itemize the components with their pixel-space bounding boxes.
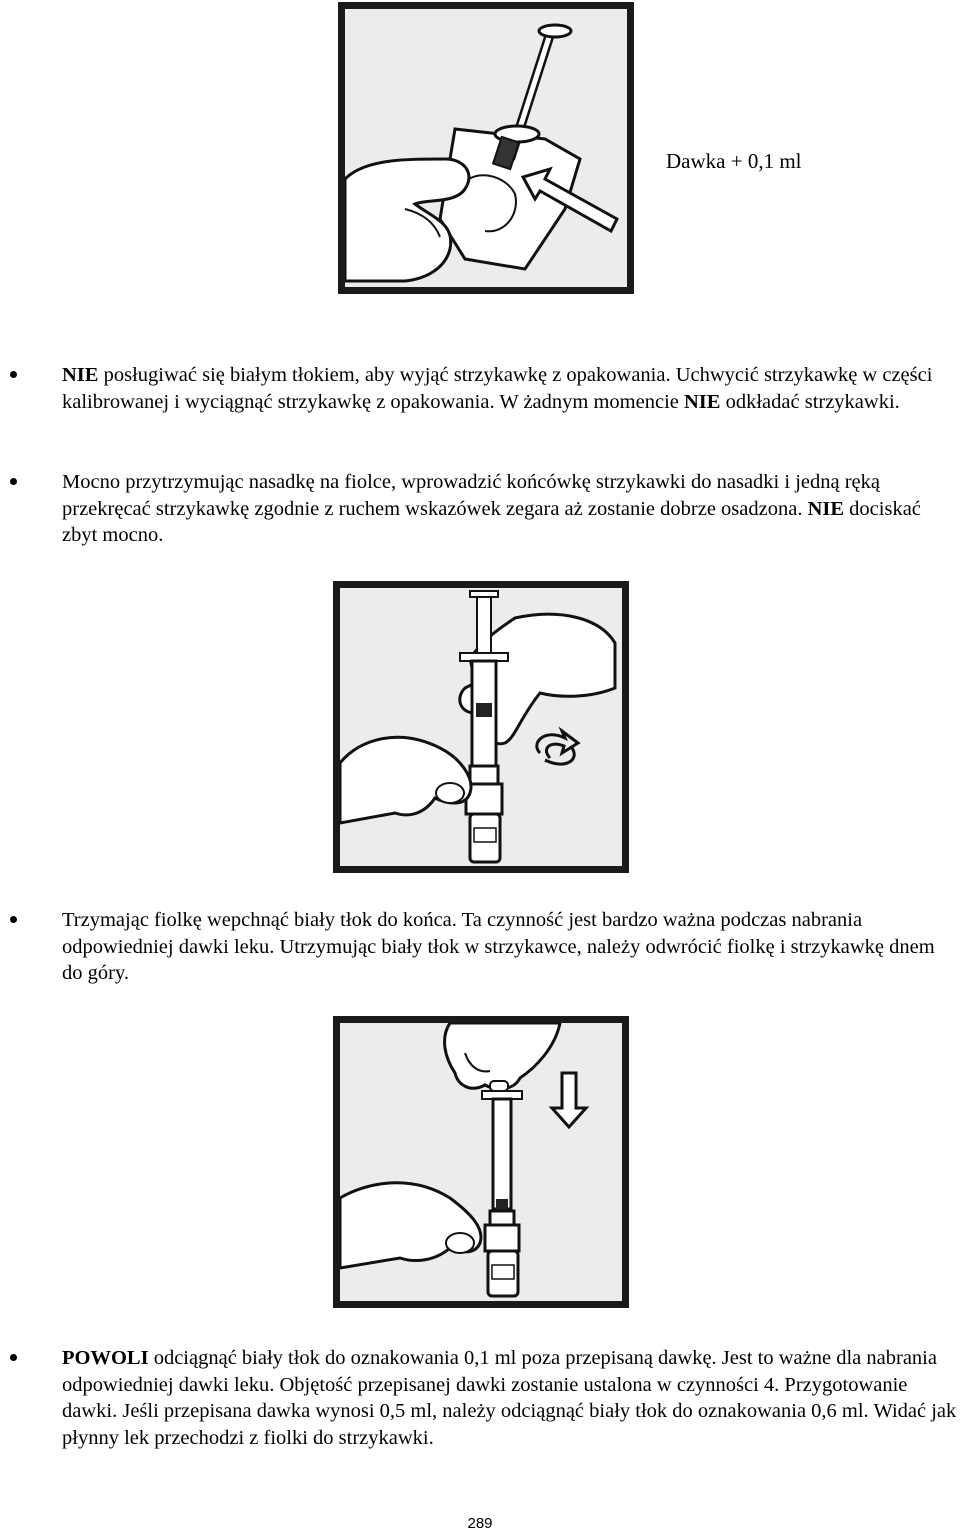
bullet-dot [10, 371, 17, 378]
bullet-dot [10, 916, 17, 923]
instruction-bullet-3 [0, 907, 960, 987]
illustration-twist-syringe-vial [340, 588, 622, 866]
figure-syringe-package [338, 2, 634, 294]
instruction-text [62, 1345, 960, 1451]
instruction-bullet-1 [0, 362, 960, 415]
page-number: 289 [467, 1515, 493, 1532]
text-span: posługiwać się białym tłokiem, aby wyjąć strzykawkę z opakowania. Uchwycić strzykawkę w części kalibrowanej i wyciągnąć strzykawkę z opakowania. W żadnym momencie [62, 364, 933, 413]
figure-push-plunger [333, 1016, 629, 1308]
instruction-text [62, 907, 960, 987]
emphasis-nie: NIE [62, 364, 99, 386]
text-span: odciągnąć biały tłok do oznakowania 0,1 ml poza przepisaną dawkę. Jest to ważne dla nabrania odpowiedniej dawki leku. Objętość przepisanej dawki zostanie ustalona w czynności 4. Przygotowanie dawki. Jeśli przepisana dawka wynosi 0,5 ml, należy odciągnąć biały tłok do oznakowania 0,6 ml. Widać jak płynny lek przechodzi z fiolki do strzykawki. [62, 1347, 957, 1449]
emphasis-nie: NIE [807, 497, 845, 520]
instruction-bullet-2 [0, 469, 960, 549]
instruction-text [62, 469, 960, 549]
instruction-bullet-4 [0, 1345, 960, 1451]
text-span: Trzymając fiolkę wepchnąć biały tłok do końca. Ta czynność jest bardzo ważna podczas nabrania odpowiedniej dawki leku. Utrzymując biały tłok w strzykawce, należy odwrócić fiolkę i strzykawkę dnem do góry. [62, 909, 935, 984]
emphasis-powoli: POWOLI [62, 1347, 149, 1369]
illustration-hand-package-syringe [345, 9, 627, 287]
text-span: Mocno przytrzymując nasadkę na fiolce, wprowadzić końcówkę strzykawki do nasadki i jedną ręką przekręcać strzykawkę zgodnie z ruchem wskazówek zegara aż zostanie dobrze osadzona. [62, 471, 880, 520]
instruction-text [62, 362, 960, 415]
figure-attach-syringe [333, 581, 629, 873]
figure-caption-dose: Dawka + 0,1 ml [666, 149, 802, 173]
text-span: dociskać zbyt mocno. [62, 497, 921, 546]
illustration-push-plunger-down [340, 1023, 622, 1301]
bullet-dot [10, 478, 17, 485]
text-span: odkładać strzykawki. [720, 390, 900, 413]
bullet-dot [10, 1354, 17, 1361]
emphasis-nie: NIE [684, 390, 721, 413]
